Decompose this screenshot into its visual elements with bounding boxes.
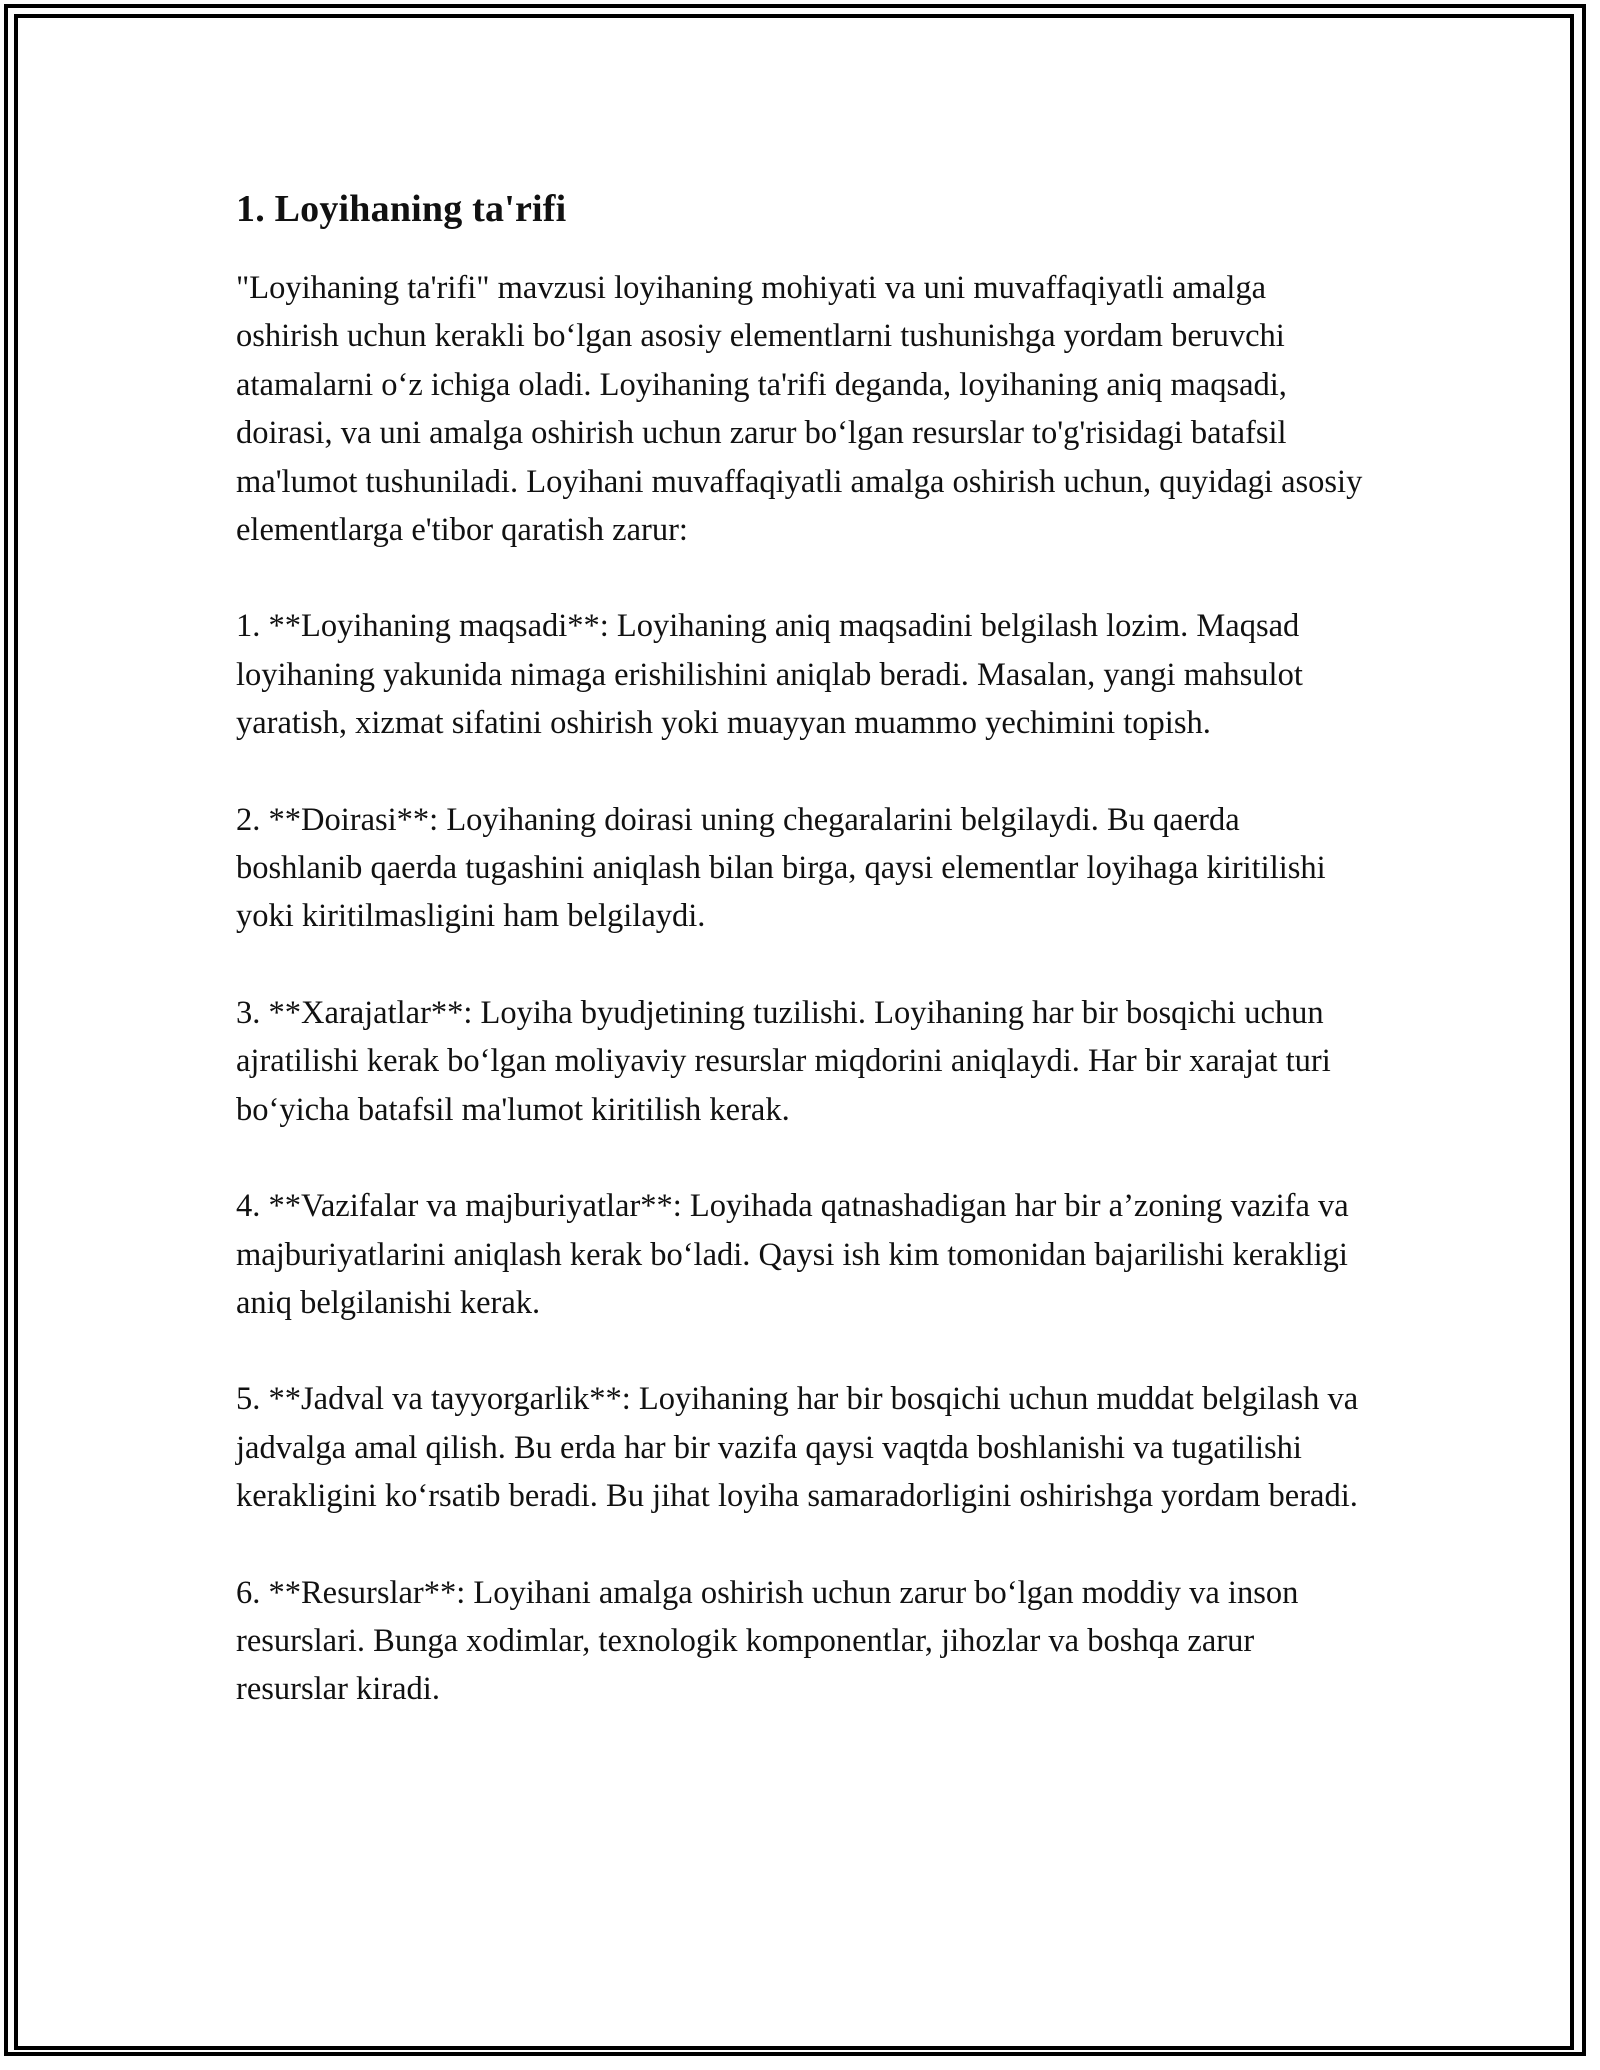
list-item-xarajatlar: 3. **Xarajatlar**: Loyiha byudjetining tuzilishi. Loyihaning har bir bosqichi uchun ajratilishi kerak bo‘lgan moliyaviy resurslar miqdorini aniqlaydi. Har bir xarajat turi bo‘yicha batafsil ma'lumot kiritilish kerak. [236,994,1331,1128]
document-body [236,186,1366,1762]
list-item-doirasi: 2. **Doirasi**: Loyihaning doirasi uning chegaralarini belgilaydi. Bu qaerda boshlanib qaerda tugashini aniqlash bilan birga, qaysi elementlar loyihaga kiritilishi yoki kiritilmasligini ham belgilaydi. [236,801,1326,935]
list-item-maqsadi: 1. **Loyihaning maqsadi**: Loyihaning aniq maqsadini belgilash lozim. Maqsad loyihaning yakunida nimaga erishilishini aniqlab beradi. Masalan, yangi mahsulot yaratish, xizmat sifatini oshirish yoki muayyan muammo yechimini topish. [236,608,1303,742]
list-item-vazifalar: 4. **Vazifalar va majburiyatlar**: Loyihada qatnashadigan har bir a’zoning vazifa va majburiyatlarini aniqlash kerak bo‘ladi. Qaysi ish kim tomonidan bajarilishi kerakligi aniq belgilanishi kerak. [236,1188,1349,1321]
list-item-resurslar: 6. **Resurslar**: Loyihani amalga oshirish uchun zarur bo‘lgan moddiy va inson resurslari. Bunga xodimlar, texnologik komponentlar, jihozlar va boshqa zarur resurslar kiradi. [236,1574,1299,1708]
intro-paragraph: "Loyihaning ta'rifi" mavzusi loyihaning mohiyati va uni muvaffaqiyatli amalga oshirish uchun kerakli bo‘lgan asosiy elementlarni tushunishga yordam beruvchi atamalarni o‘z ichiga oladi. Loyihaning ta'rifi deganda, loyihaning aniq maqsadi, doirasi, va uni amalga oshirish uchun zarur bo‘lgan resurslar to'g'risidagi batafsil ma'lumot tushuniladi. Loyihani muvaffaqiyatli amalga oshirish uchun, quyidagi asosiy elementlarga e'tibor qaratish zarur: [236,270,1363,549]
section-heading: 1. Loyihaning ta'rifi [236,188,567,230]
list-item-jadval: 5. **Jadval va tayyorgarlik**: Loyihaning har bir bosqichi uchun muddat belgilash va jadvalga amal qilish. Bu erda har bir vazifa qaysi vaqtda boshlanishi va tugatilishi kerakligini ko‘rsatib beradi. Bu jihat loyiha samaradorligini oshirishga yordam beradi. [236,1381,1359,1515]
